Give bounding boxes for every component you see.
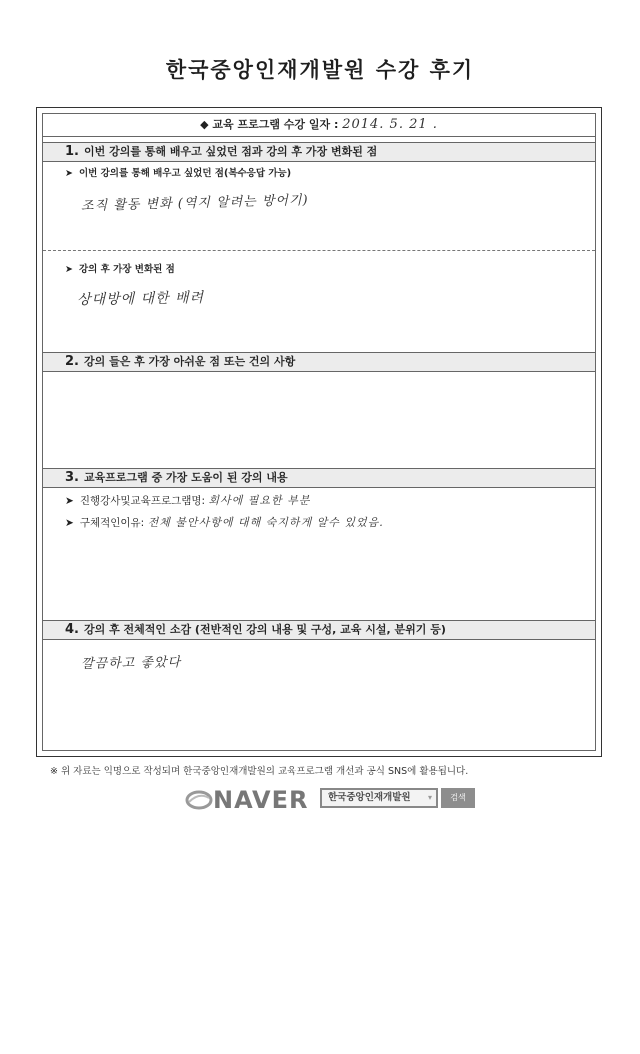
- section4-number: 4.: [65, 622, 79, 637]
- section1-q1: [65, 165, 291, 179]
- section1-q1-label: 이번 강의를 통해 배우고 싶었던 점(복수응답 가능): [78, 168, 292, 179]
- dropdown-icon: ▾: [427, 793, 432, 802]
- section2-heading-text: 강의 들은 후 가장 아쉬운 점 또는 건의 사항: [83, 355, 296, 368]
- naver-search-button[interactable]: 검색: [441, 788, 475, 808]
- section1-q2-answer: 상대방에 대한 배려: [76, 289, 205, 309]
- footer-note: ※ 위 자료는 익명으로 작성되며 한국중앙인재개발원의 교육프로그램 개선과 공식 SNS에 활용됩니다.: [50, 766, 469, 777]
- arrow-icon: ➤: [65, 168, 73, 179]
- section3-reason-answer: 전체 불안사항에 대해 숙지하게 알수 있었음.: [147, 516, 384, 529]
- review-form: [36, 107, 602, 757]
- section1-heading-text: 이번 강의를 통해 배우고 싶었던 점과 강의 후 가장 변화된 점: [83, 145, 378, 158]
- date-row: [43, 114, 595, 137]
- section3-heading-text: 교육프로그램 중 가장 도움이 된 강의 내용: [83, 471, 288, 484]
- divider: [43, 250, 595, 251]
- section2-number: 2.: [65, 354, 79, 369]
- section4-heading: [43, 620, 595, 640]
- section1-q2: [65, 261, 175, 275]
- section4-answer: 깔끔하고 좋았다: [80, 655, 182, 672]
- section3-heading: [43, 468, 595, 488]
- naver-search-input[interactable]: [320, 788, 438, 808]
- arrow-icon: ➤: [65, 495, 74, 507]
- section3-reason: [65, 514, 384, 530]
- section4-heading-text: 강의 후 전체적인 소감 (전반적인 강의 내용 및 구성, 교육 시설, 분위기 등): [83, 623, 446, 636]
- date-label: ◆ 교육 프로그램 수강 일자 :: [200, 118, 339, 131]
- section1-heading: [43, 142, 595, 162]
- naver-logo: NAVER: [213, 786, 309, 814]
- section3-instructor-label: 진행강사및교육프로그램명:: [79, 495, 206, 507]
- review-form-inner: [42, 113, 596, 751]
- naver-swirl-icon: [185, 788, 213, 810]
- arrow-icon: ➤: [65, 517, 74, 529]
- section1-number: 1.: [65, 144, 79, 159]
- section1-q1-answer: 조직 활동 변화 (역지 알려는 방어기): [80, 193, 309, 214]
- section3-reason-label: 구체적인이유:: [79, 517, 145, 529]
- naver-search-value: 한국중앙인재개발원: [328, 792, 411, 803]
- document-title: 한국중앙인재개발원 수강 후기: [165, 58, 475, 82]
- date-value: 2014. 5. 21 .: [342, 117, 438, 132]
- section3-instructor: [65, 492, 310, 508]
- section2-heading: [43, 352, 595, 372]
- section1-q2-label: 강의 후 가장 변화된 점: [78, 264, 175, 275]
- arrow-icon: ➤: [65, 264, 73, 275]
- section3-number: 3.: [65, 470, 79, 485]
- section3-instructor-answer: 회사에 필요한 부분: [208, 494, 311, 507]
